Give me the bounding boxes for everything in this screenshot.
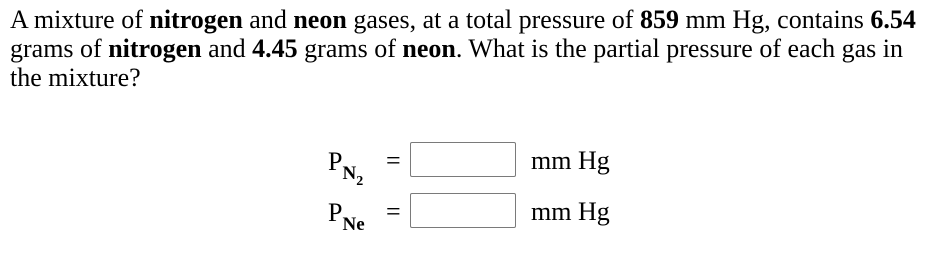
neon-mass-value: 4.45 <box>252 34 298 63</box>
question-text-part: mm Hg, contains <box>678 5 871 34</box>
total-pressure-value: 859 <box>639 5 679 34</box>
pressure-symbol: P <box>328 198 343 227</box>
neon-pressure-input[interactable] <box>410 193 516 228</box>
subscript-count: 2 <box>356 174 364 189</box>
question-text-part: grams of <box>297 34 403 63</box>
partial-pressure-label-nitrogen <box>328 147 364 189</box>
unit-label: mm Hg <box>531 146 610 175</box>
equals-sign: = <box>386 146 401 175</box>
question-text-part: . What is the partial pressure of each gas in the mixture? <box>10 34 903 92</box>
gas-name-nitrogen: nitrogen <box>108 34 202 63</box>
unit-label: mm Hg <box>531 197 610 226</box>
question-text-part: and <box>201 34 253 63</box>
question-text-part: A mixture of <box>10 5 150 34</box>
gas-name-neon: neon <box>293 5 347 34</box>
subscript-element: N <box>342 163 357 184</box>
nitrogen-mass-value: 6.54 <box>870 5 916 34</box>
gas-name-nitrogen: nitrogen <box>149 5 243 34</box>
subscript-neon: Ne <box>342 214 365 235</box>
equals-sign: = <box>386 197 401 226</box>
pressure-symbol: P <box>328 147 343 176</box>
subscript-nitrogen <box>342 163 364 189</box>
question-text-part: gases, at a total pressure of <box>346 5 640 34</box>
question-text-part: and <box>242 5 294 34</box>
question-text <box>10 5 935 92</box>
partial-pressure-label-neon <box>328 198 365 235</box>
question-text-part: grams of <box>10 34 109 63</box>
nitrogen-pressure-input[interactable] <box>410 142 516 177</box>
gas-name-neon: neon <box>402 34 456 63</box>
